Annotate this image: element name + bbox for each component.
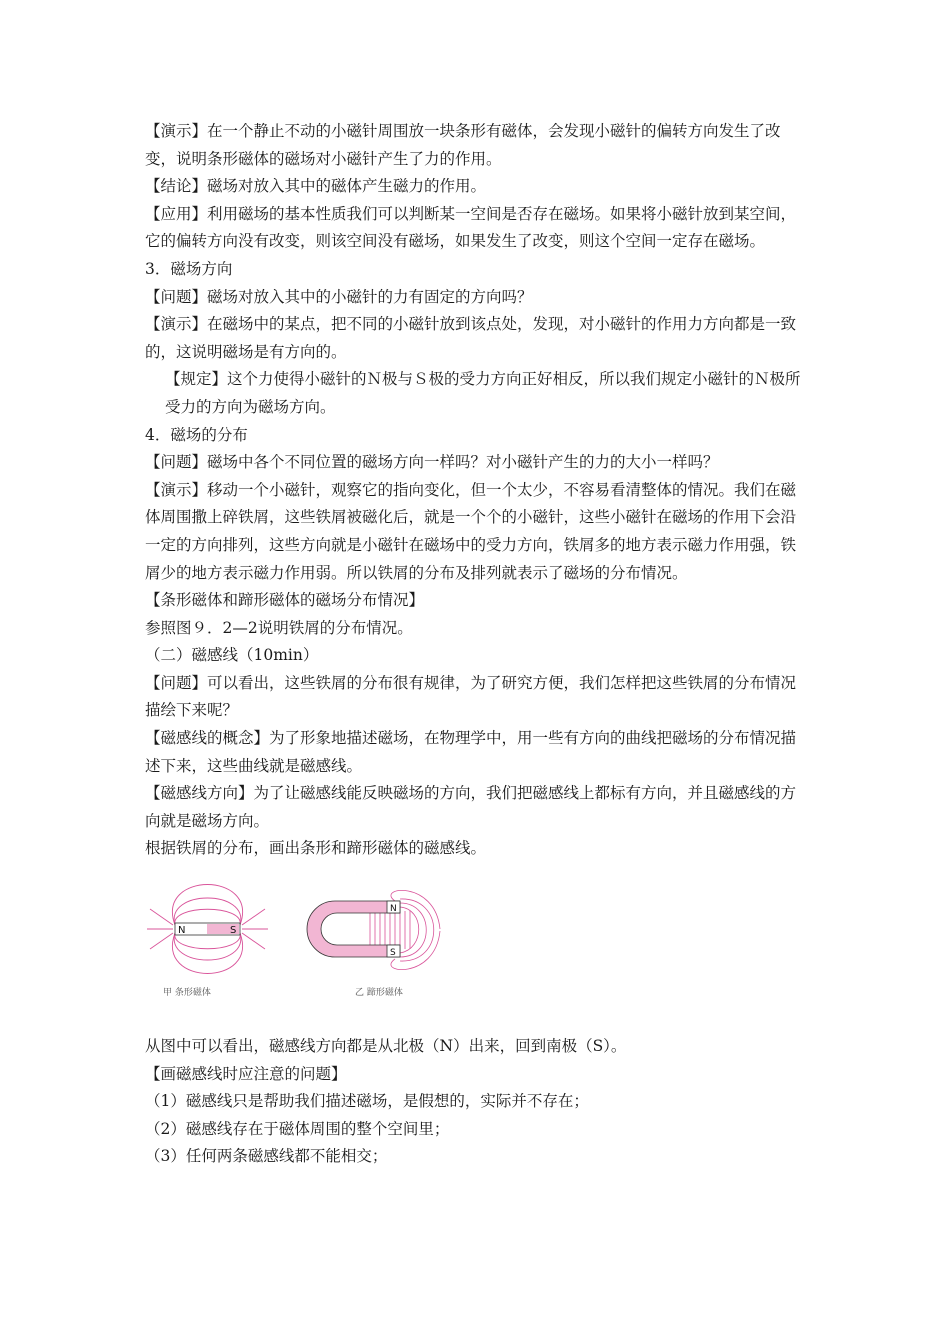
paragraph-question-2: 【问题】磁场中各个不同位置的磁场方向一样吗？对小磁针产生的力的大小一样吗？ bbox=[145, 453, 719, 472]
note-item-1: （1）磁感线只是帮助我们描述磁场，是假想的，实际并不存在； bbox=[145, 1092, 589, 1111]
magnet-figures bbox=[145, 879, 810, 1033]
horseshoe-s-label: S bbox=[390, 948, 396, 959]
paragraph-field-direction-summary: 从图中可以看出，磁感线方向都是从北极（N）出来，回到南极（S）。 bbox=[145, 1037, 627, 1056]
paragraph-demo-3: 【演示】移动一个小磁针，观察它的指向变化，但一个太少，不容易看清整体的情况。我们在磁体周围撒上碎铁屑，这些铁屑被磁化后，就是一个个的小磁针，这些小磁针在磁场的作用下会沿一定的方向排列，这些方向就是小磁针在磁场中的受力方向，铁屑多的地方表示磁力作用强，铁屑少的地方表示磁力作用弱。所以铁屑的分布及排列就表示了磁场的分布情况。 bbox=[145, 480, 797, 582]
bar-magnet-caption: 甲 条形磁体 bbox=[163, 988, 211, 999]
paragraph-demo-1: 【演示】在一个静止不动的小磁针周围放一块条形有磁体，会发现小磁针的偏转方向发生了改变，说明条形磁体的磁场对小磁针产生了力的作用。 bbox=[145, 122, 781, 168]
heading-field-lines: （二）磁感线（10min） bbox=[145, 646, 319, 665]
paragraph-question-3: 【问题】可以看出，这些铁屑的分布很有规律，为了研究方便，我们怎样把这些铁屑的分布情况描绘下来呢？ bbox=[145, 673, 797, 720]
paragraph-question-1: 【问题】磁场对放入其中的小磁针的力有固定的方向吗？ bbox=[145, 287, 533, 306]
horseshoe-magnet-body bbox=[307, 901, 400, 957]
heading-field-distribution: 4．磁场的分布 bbox=[145, 425, 248, 444]
note-item-3: （3）任何两条磁感线都不能相交； bbox=[145, 1147, 388, 1166]
paragraph-field-line-concept: 【磁感线的概念】为了形象地描述磁场，在物理学中，用一些有方向的曲线把磁场的分布情况描述下来，这些曲线就是磁感线。 bbox=[145, 729, 797, 775]
paragraph-subheading-magnets: 【条形磁体和蹄形磁体的磁场分布情况】 bbox=[145, 591, 425, 610]
bar-magnet-s-label: S bbox=[230, 925, 237, 937]
bar-magnet-n-label: N bbox=[178, 925, 186, 937]
paragraph-conclusion: 【结论】磁场对放入其中的磁体产生磁力的作用。 bbox=[145, 177, 487, 196]
heading-magnetic-direction: 3．磁场方向 bbox=[145, 259, 233, 278]
paragraph-application: 【应用】利用磁场的基本性质我们可以判断某一空间是否存在磁场。如果将小磁针放到某空间，它的偏转方向没有改变，则该空间没有磁场，如果发生了改变，则这个空间一定存在磁场。 bbox=[145, 204, 797, 251]
paragraph-demo-2: 【演示】在磁场中的某点，把不同的小磁针放到该点处，发现，对小磁针的作用力方向都是一致的，这说明磁场是有方向的。 bbox=[145, 315, 797, 361]
paragraph-rule: 【规定】这个力使得小磁针的Ｎ极与Ｓ极的受力方向正好相反，所以我们规定小磁针的Ｎ极所受力的方向为磁场方向。 bbox=[165, 370, 801, 416]
note-item-2: （2）磁感线存在于磁体周围的整个空间里； bbox=[145, 1119, 450, 1138]
document-page bbox=[145, 118, 810, 1171]
horseshoe-n-label: N bbox=[390, 904, 397, 915]
paragraph-figure-reference: 参照图９．2—2说明铁屑的分布情况。 bbox=[145, 618, 413, 637]
paragraph-draw-instruction: 根据铁屑的分布，画出条形和蹄形磁体的磁感线。 bbox=[145, 839, 487, 858]
horseshoe-magnet-caption: 乙 蹄形磁体 bbox=[355, 988, 403, 999]
heading-drawing-notes: 【画磁感线时应注意的问题】 bbox=[145, 1064, 347, 1083]
paragraph-field-line-direction: 【磁感线方向】为了让磁感线能反映磁场的方向，我们把磁感线上都标有方向，并且磁感线的方向就是磁场方向。 bbox=[145, 784, 797, 830]
